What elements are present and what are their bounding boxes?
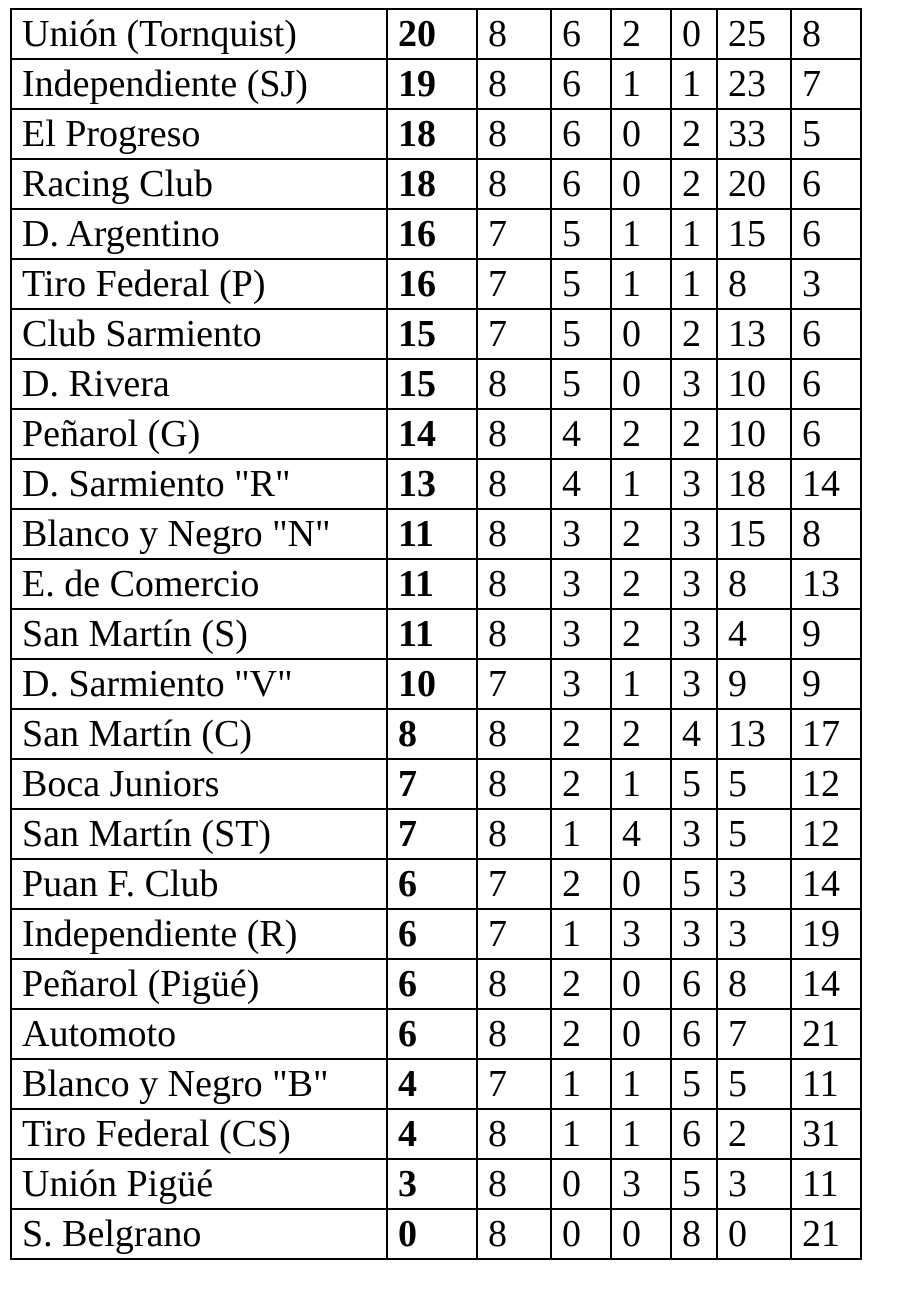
played-cell: 7	[477, 309, 551, 359]
lost-cell: 6	[671, 959, 717, 1009]
points-cell: 10	[387, 659, 477, 709]
table-row	[11, 259, 861, 309]
team-name-cell: Independiente (R)	[11, 909, 387, 959]
points-cell: 11	[387, 559, 477, 609]
drawn-cell: 0	[611, 959, 671, 1009]
goals-for-cell: 3	[717, 859, 791, 909]
won-cell: 6	[551, 109, 611, 159]
played-cell: 8	[477, 359, 551, 409]
goals-for-cell: 20	[717, 159, 791, 209]
table-row	[11, 159, 861, 209]
drawn-cell: 1	[611, 59, 671, 109]
drawn-cell: 0	[611, 859, 671, 909]
won-cell: 6	[551, 9, 611, 59]
goals-against-cell: 9	[791, 609, 861, 659]
played-cell: 8	[477, 1209, 551, 1259]
won-cell: 2	[551, 759, 611, 809]
table-row	[11, 1059, 861, 1109]
lost-cell: 5	[671, 1159, 717, 1209]
played-cell: 8	[477, 59, 551, 109]
goals-against-cell: 21	[791, 1209, 861, 1259]
table-row	[11, 309, 861, 359]
points-cell: 16	[387, 259, 477, 309]
lost-cell: 5	[671, 759, 717, 809]
team-name-cell: E. de Comercio	[11, 559, 387, 609]
won-cell: 0	[551, 1209, 611, 1259]
table-row	[11, 59, 861, 109]
lost-cell: 2	[671, 409, 717, 459]
goals-for-cell: 8	[717, 959, 791, 1009]
team-name-cell: El Progreso	[11, 109, 387, 159]
won-cell: 5	[551, 259, 611, 309]
lost-cell: 1	[671, 259, 717, 309]
goals-for-cell: 4	[717, 609, 791, 659]
lost-cell: 3	[671, 609, 717, 659]
won-cell: 6	[551, 159, 611, 209]
goals-against-cell: 14	[791, 859, 861, 909]
team-name-cell: Independiente (SJ)	[11, 59, 387, 109]
played-cell: 7	[477, 909, 551, 959]
goals-for-cell: 5	[717, 809, 791, 859]
points-cell: 13	[387, 459, 477, 509]
won-cell: 2	[551, 1009, 611, 1059]
played-cell: 8	[477, 959, 551, 1009]
goals-against-cell: 13	[791, 559, 861, 609]
team-name-cell: Club Sarmiento	[11, 309, 387, 359]
goals-against-cell: 8	[791, 9, 861, 59]
drawn-cell: 1	[611, 209, 671, 259]
points-cell: 4	[387, 1059, 477, 1109]
lost-cell: 0	[671, 9, 717, 59]
table-row	[11, 1159, 861, 1209]
drawn-cell: 2	[611, 509, 671, 559]
goals-for-cell: 10	[717, 359, 791, 409]
points-cell: 6	[387, 959, 477, 1009]
goals-for-cell: 7	[717, 1009, 791, 1059]
team-name-cell: San Martín (ST)	[11, 809, 387, 859]
won-cell: 5	[551, 359, 611, 409]
drawn-cell: 1	[611, 459, 671, 509]
goals-against-cell: 11	[791, 1059, 861, 1109]
points-cell: 18	[387, 159, 477, 209]
lost-cell: 1	[671, 59, 717, 109]
lost-cell: 2	[671, 309, 717, 359]
team-name-cell: Peñarol (Pigüé)	[11, 959, 387, 1009]
drawn-cell: 2	[611, 709, 671, 759]
played-cell: 8	[477, 159, 551, 209]
drawn-cell: 4	[611, 809, 671, 859]
table-row	[11, 209, 861, 259]
goals-for-cell: 9	[717, 659, 791, 709]
table-row	[11, 109, 861, 159]
team-name-cell: Tiro Federal (CS)	[11, 1109, 387, 1159]
played-cell: 8	[477, 759, 551, 809]
drawn-cell: 2	[611, 409, 671, 459]
lost-cell: 3	[671, 909, 717, 959]
goals-against-cell: 6	[791, 309, 861, 359]
standings-table	[10, 8, 862, 1260]
drawn-cell: 1	[611, 1109, 671, 1159]
lost-cell: 8	[671, 1209, 717, 1259]
drawn-cell: 1	[611, 659, 671, 709]
goals-against-cell: 11	[791, 1159, 861, 1209]
drawn-cell: 2	[611, 609, 671, 659]
lost-cell: 3	[671, 659, 717, 709]
table-row	[11, 809, 861, 859]
goals-for-cell: 8	[717, 259, 791, 309]
goals-for-cell: 3	[717, 1159, 791, 1209]
played-cell: 7	[477, 859, 551, 909]
goals-against-cell: 14	[791, 959, 861, 1009]
team-name-cell: D. Sarmiento "R"	[11, 459, 387, 509]
table-row	[11, 1009, 861, 1059]
drawn-cell: 0	[611, 109, 671, 159]
points-cell: 7	[387, 809, 477, 859]
goals-for-cell: 25	[717, 9, 791, 59]
team-name-cell: Automoto	[11, 1009, 387, 1059]
table-row	[11, 709, 861, 759]
points-cell: 6	[387, 859, 477, 909]
team-name-cell: Tiro Federal (P)	[11, 259, 387, 309]
table-row	[11, 759, 861, 809]
goals-for-cell: 5	[717, 759, 791, 809]
played-cell: 7	[477, 659, 551, 709]
standings-body	[11, 9, 861, 1259]
goals-for-cell: 23	[717, 59, 791, 109]
table-row	[11, 959, 861, 1009]
goals-against-cell: 3	[791, 259, 861, 309]
table-row	[11, 1109, 861, 1159]
drawn-cell: 2	[611, 559, 671, 609]
drawn-cell: 0	[611, 309, 671, 359]
goals-against-cell: 19	[791, 909, 861, 959]
lost-cell: 3	[671, 509, 717, 559]
lost-cell: 3	[671, 359, 717, 409]
table-row	[11, 859, 861, 909]
drawn-cell: 1	[611, 759, 671, 809]
points-cell: 8	[387, 709, 477, 759]
played-cell: 8	[477, 9, 551, 59]
played-cell: 8	[477, 559, 551, 609]
team-name-cell: D. Rivera	[11, 359, 387, 409]
won-cell: 2	[551, 859, 611, 909]
team-name-cell: Unión (Tornquist)	[11, 9, 387, 59]
goals-against-cell: 6	[791, 359, 861, 409]
team-name-cell: Boca Juniors	[11, 759, 387, 809]
played-cell: 8	[477, 609, 551, 659]
team-name-cell: D. Argentino	[11, 209, 387, 259]
points-cell: 7	[387, 759, 477, 809]
points-cell: 11	[387, 509, 477, 559]
goals-for-cell: 15	[717, 509, 791, 559]
team-name-cell: Blanco y Negro "N"	[11, 509, 387, 559]
goals-for-cell: 13	[717, 709, 791, 759]
drawn-cell: 2	[611, 9, 671, 59]
won-cell: 5	[551, 309, 611, 359]
goals-against-cell: 8	[791, 509, 861, 559]
won-cell: 1	[551, 809, 611, 859]
lost-cell: 5	[671, 859, 717, 909]
lost-cell: 6	[671, 1009, 717, 1059]
won-cell: 3	[551, 609, 611, 659]
table-row	[11, 409, 861, 459]
won-cell: 6	[551, 59, 611, 109]
won-cell: 3	[551, 559, 611, 609]
points-cell: 20	[387, 9, 477, 59]
drawn-cell: 0	[611, 1009, 671, 1059]
played-cell: 8	[477, 409, 551, 459]
points-cell: 19	[387, 59, 477, 109]
played-cell: 8	[477, 459, 551, 509]
goals-for-cell: 3	[717, 909, 791, 959]
table-row	[11, 559, 861, 609]
points-cell: 0	[387, 1209, 477, 1259]
drawn-cell: 3	[611, 1159, 671, 1209]
won-cell: 5	[551, 209, 611, 259]
drawn-cell: 0	[611, 159, 671, 209]
goals-for-cell: 0	[717, 1209, 791, 1259]
lost-cell: 3	[671, 809, 717, 859]
team-name-cell: S. Belgrano	[11, 1209, 387, 1259]
lost-cell: 2	[671, 159, 717, 209]
played-cell: 7	[477, 209, 551, 259]
lost-cell: 6	[671, 1109, 717, 1159]
team-name-cell: Racing Club	[11, 159, 387, 209]
goals-against-cell: 5	[791, 109, 861, 159]
goals-against-cell: 7	[791, 59, 861, 109]
goals-for-cell: 13	[717, 309, 791, 359]
lost-cell: 2	[671, 109, 717, 159]
played-cell: 8	[477, 1109, 551, 1159]
played-cell: 7	[477, 1059, 551, 1109]
points-cell: 11	[387, 609, 477, 659]
goals-for-cell: 10	[717, 409, 791, 459]
won-cell: 0	[551, 1159, 611, 1209]
points-cell: 16	[387, 209, 477, 259]
lost-cell: 4	[671, 709, 717, 759]
table-row	[11, 359, 861, 409]
won-cell: 2	[551, 959, 611, 1009]
points-cell: 6	[387, 1009, 477, 1059]
table-row	[11, 509, 861, 559]
played-cell: 8	[477, 509, 551, 559]
goals-against-cell: 17	[791, 709, 861, 759]
goals-against-cell: 9	[791, 659, 861, 709]
points-cell: 4	[387, 1109, 477, 1159]
won-cell: 1	[551, 909, 611, 959]
table-row	[11, 659, 861, 709]
points-cell: 15	[387, 359, 477, 409]
won-cell: 1	[551, 1109, 611, 1159]
played-cell: 8	[477, 109, 551, 159]
played-cell: 8	[477, 1009, 551, 1059]
goals-for-cell: 5	[717, 1059, 791, 1109]
goals-against-cell: 21	[791, 1009, 861, 1059]
team-name-cell: Unión Pigüé	[11, 1159, 387, 1209]
points-cell: 3	[387, 1159, 477, 1209]
won-cell: 3	[551, 509, 611, 559]
table-row	[11, 1209, 861, 1259]
team-name-cell: San Martín (C)	[11, 709, 387, 759]
drawn-cell: 0	[611, 359, 671, 409]
team-name-cell: D. Sarmiento "V"	[11, 659, 387, 709]
goals-for-cell: 33	[717, 109, 791, 159]
team-name-cell: San Martín (S)	[11, 609, 387, 659]
points-cell: 14	[387, 409, 477, 459]
team-name-cell: Peñarol (G)	[11, 409, 387, 459]
points-cell: 6	[387, 909, 477, 959]
goals-against-cell: 6	[791, 209, 861, 259]
lost-cell: 5	[671, 1059, 717, 1109]
goals-against-cell: 6	[791, 409, 861, 459]
goals-for-cell: 18	[717, 459, 791, 509]
table-row	[11, 9, 861, 59]
goals-for-cell: 8	[717, 559, 791, 609]
team-name-cell: Blanco y Negro "B"	[11, 1059, 387, 1109]
drawn-cell: 1	[611, 1059, 671, 1109]
won-cell: 3	[551, 659, 611, 709]
goals-against-cell: 14	[791, 459, 861, 509]
won-cell: 4	[551, 459, 611, 509]
team-name-cell: Puan F. Club	[11, 859, 387, 909]
drawn-cell: 1	[611, 259, 671, 309]
drawn-cell: 3	[611, 909, 671, 959]
won-cell: 1	[551, 1059, 611, 1109]
drawn-cell: 0	[611, 1209, 671, 1259]
table-row	[11, 609, 861, 659]
won-cell: 4	[551, 409, 611, 459]
lost-cell: 3	[671, 459, 717, 509]
goals-for-cell: 2	[717, 1109, 791, 1159]
played-cell: 8	[477, 709, 551, 759]
played-cell: 8	[477, 1159, 551, 1209]
table-row	[11, 909, 861, 959]
goals-against-cell: 12	[791, 809, 861, 859]
goals-against-cell: 6	[791, 159, 861, 209]
lost-cell: 3	[671, 559, 717, 609]
goals-against-cell: 12	[791, 759, 861, 809]
goals-against-cell: 31	[791, 1109, 861, 1159]
played-cell: 8	[477, 809, 551, 859]
played-cell: 7	[477, 259, 551, 309]
won-cell: 2	[551, 709, 611, 759]
points-cell: 15	[387, 309, 477, 359]
table-row	[11, 459, 861, 509]
goals-for-cell: 15	[717, 209, 791, 259]
lost-cell: 1	[671, 209, 717, 259]
points-cell: 18	[387, 109, 477, 159]
